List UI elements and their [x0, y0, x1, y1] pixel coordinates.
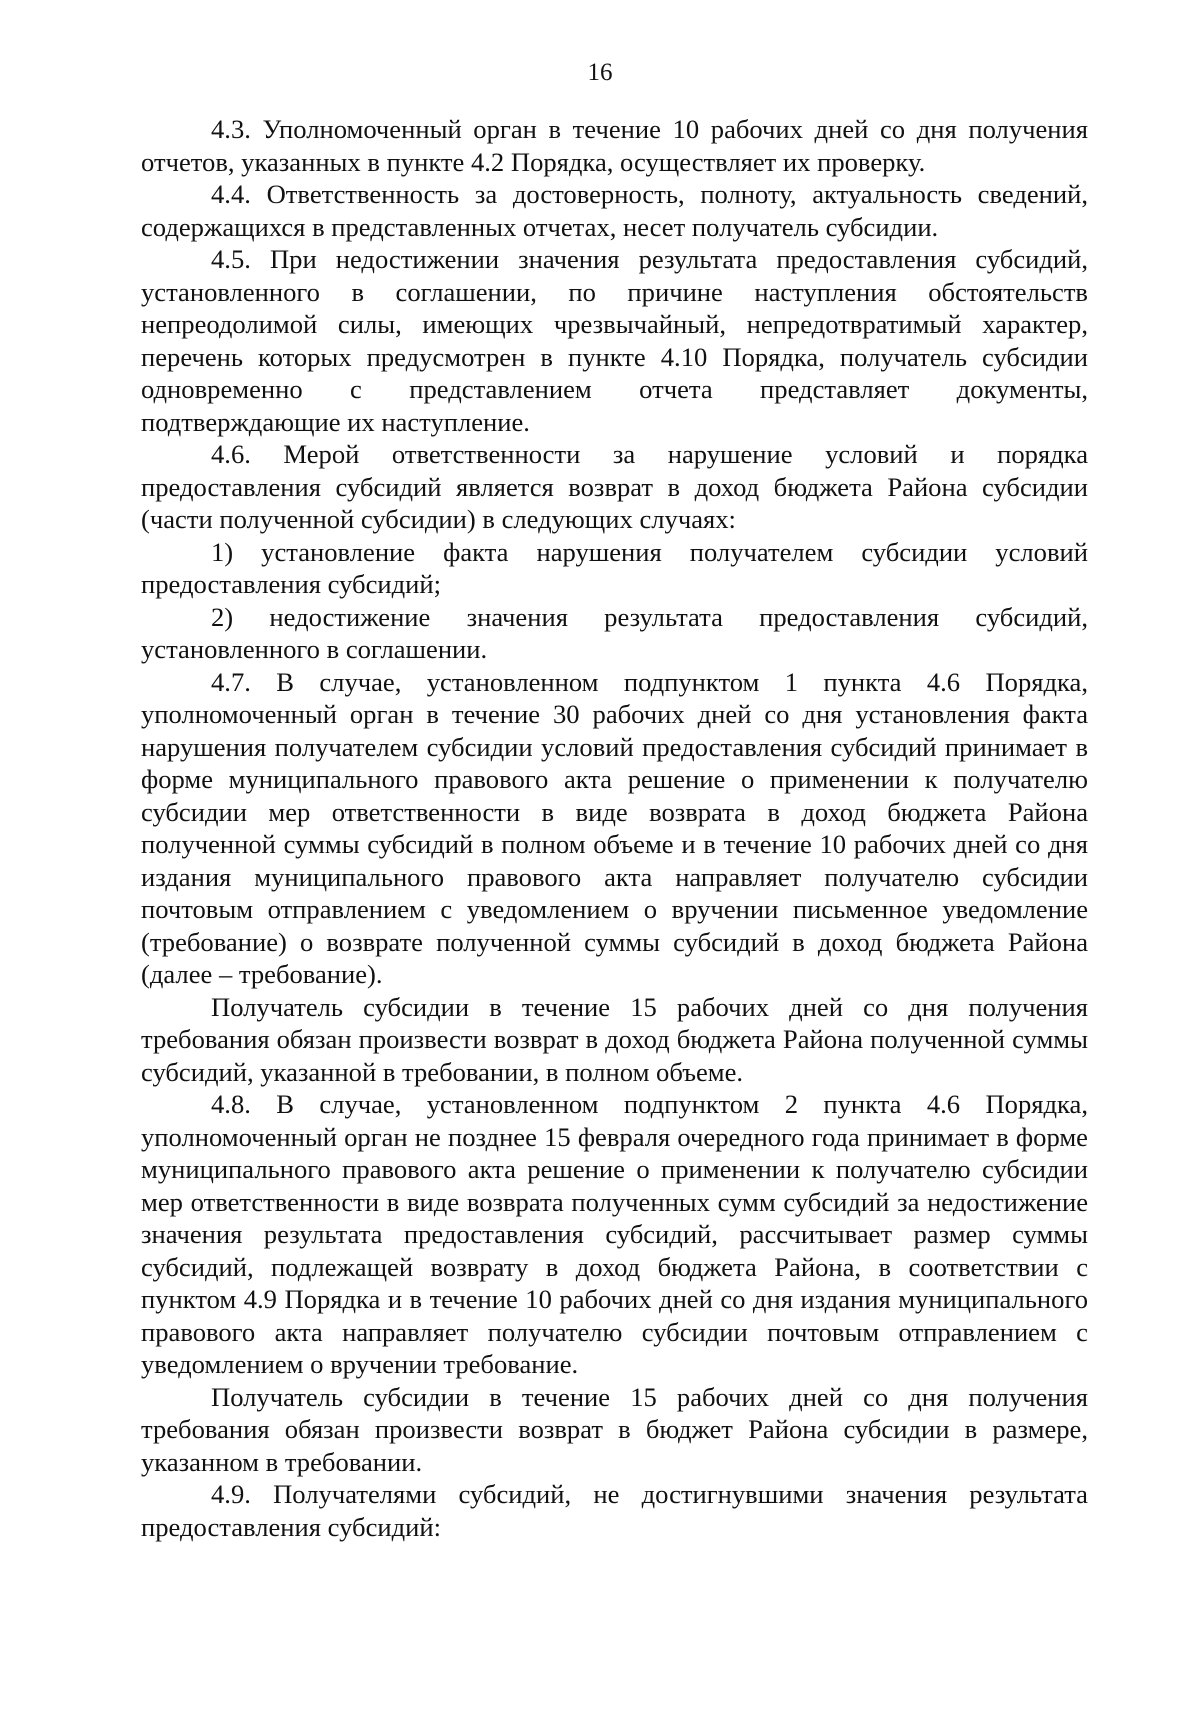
paragraph-4-6-item-1: 1) установление факта нарушения получателем субсидии условий предоставления субсидий;	[141, 536, 1088, 599]
paragraph-4-4: 4.4. Ответственность за достоверность, полноту, актуальность сведений, содержащихся в представленных отчетах, несет получатель субсидии.	[141, 179, 1088, 242]
page-number: 16	[587, 59, 613, 86]
document-body	[141, 113, 1088, 1543]
paragraph-4-8-recipient: Получатель субсидии в течение 15 рабочих дней со дня получения требования обязан произвести возврат в бюджет Района субсидии в размере, указанном в требовании.	[141, 1381, 1088, 1477]
paragraph-4-7: 4.7. В случае, установленном подпунктом 1 пункта 4.6 Порядка, уполномоченный орган в течение 30 рабочих дней со дня установления факта нарушения получателем субсидии условий предоставления субсидий принимает в форме муниципального правового акта решение о применении к получателю субсидии мер ответственности в виде возврата в доход бюджета Района полученной суммы субсидий в полном объеме и в течение 10 рабочих дней со дня издания муниципального правового акта направляет получателю субсидии почтовым отправлением с уведомлением о вручении письменное уведомление (требование) о возврате полученной суммы субсидий в доход бюджета Района (далее – требование).	[141, 666, 1088, 989]
paragraph-4-6-item-2: 2) недостижение значения результата предоставления субсидий, установленного в соглашении.	[141, 601, 1088, 664]
paragraph-4-7-recipient: Получатель субсидии в течение 15 рабочих дней со дня получения требования обязан произвести возврат в доход бюджета Района полученной суммы субсидий, указанной в требовании, в полном объеме.	[141, 991, 1088, 1087]
paragraph-4-6: 4.6. Мерой ответственности за нарушение условий и порядка предоставления субсидий является возврат в доход бюджета Района субсидии (части полученной субсидии) в следующих случаях:	[141, 439, 1088, 534]
paragraph-4-3: 4.3. Уполномоченный орган в течение 10 рабочих дней со дня получения отчетов, указанных в пункте 4.2 Порядка, осуществляет их проверку.	[141, 114, 1088, 177]
paragraph-4-8: 4.8. В случае, установленном подпунктом 2 пункта 4.6 Порядка, уполномоченный орган не позднее 15 февраля очередного года принимает в форме муниципального правового акта решение о применении к получателю субсидии мер ответственности в виде возврата полученных сумм субсидий за недостижение значения результата предоставления субсидий, рассчитывает размер суммы субсидий, подлежащей возврату в доход бюджета Района, в соответствии с пунктом 4.9 Порядка и в течение 10 рабочих дней со дня издания муниципального правового акта направляет получателю субсидии почтовым отправлением с уведомлением о вручении требование.	[141, 1089, 1088, 1379]
paragraph-4-9: 4.9. Получателями субсидий, не достигнувшими значения результата предоставления субсидий:	[141, 1479, 1088, 1542]
paragraph-4-5: 4.5. При недостижении значения результата предоставления субсидий, установленного в соглашении, по причине наступления обстоятельств непреодолимой силы, имеющих чрезвычайный, непредотвратимый характер, перечень которых предусмотрен в пункте 4.10 Порядка, получатель субсидии одновременно с представлением отчета представляет документы, подтверждающие их наступление.	[141, 244, 1088, 437]
